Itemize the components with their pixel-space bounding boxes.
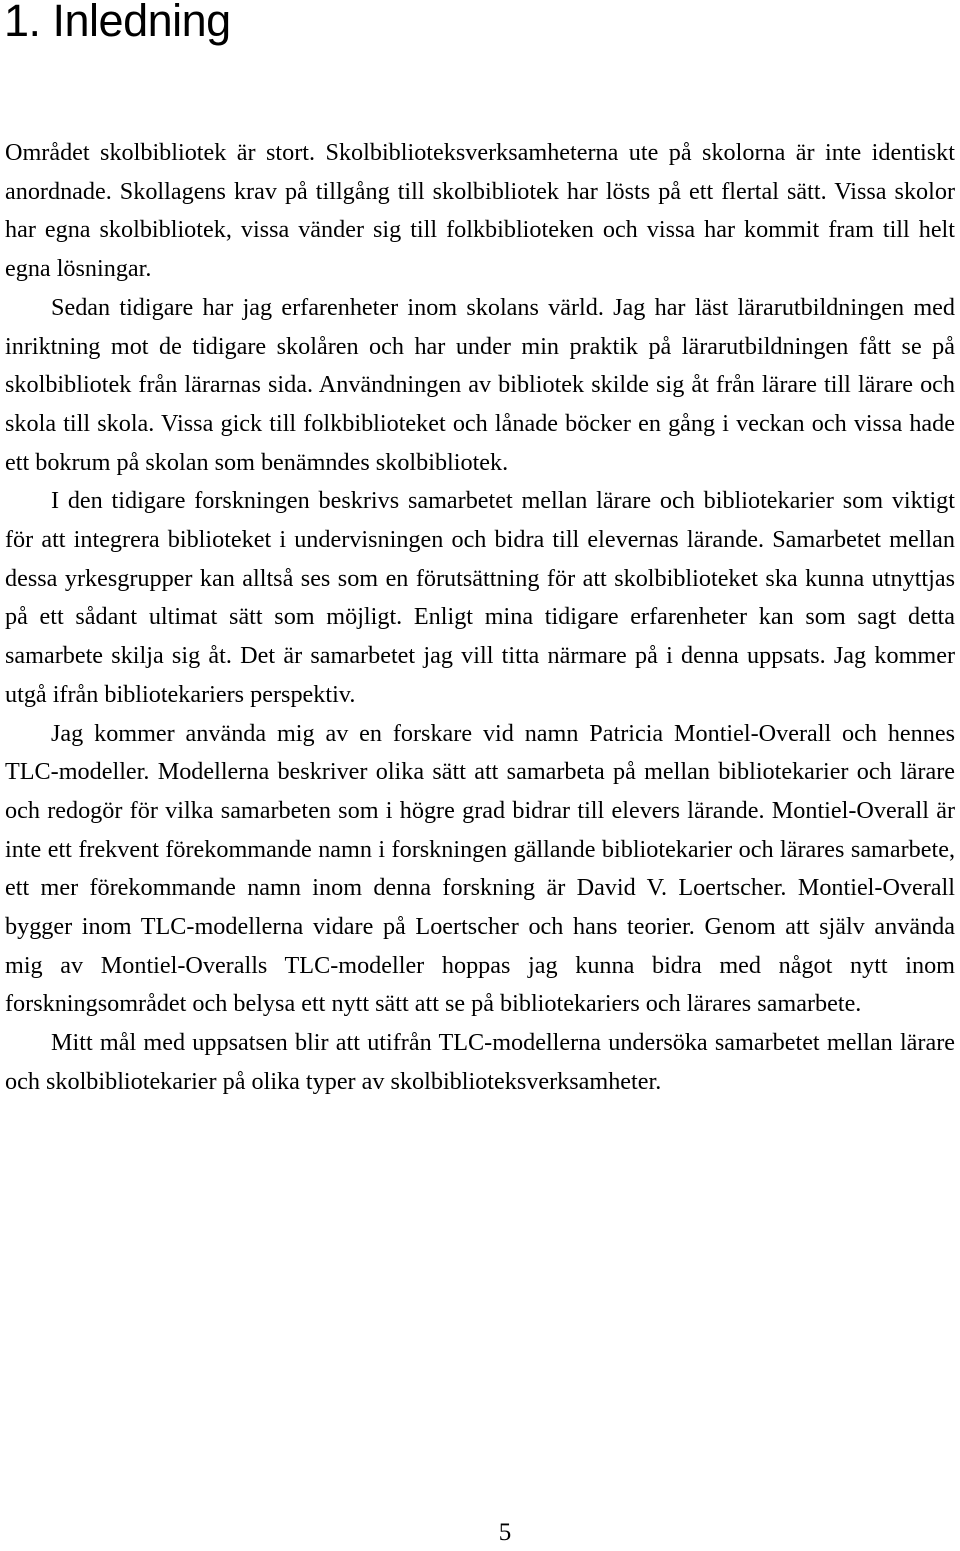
body-text (5, 134, 955, 1102)
paragraph-5: Mitt mål med uppsatsen blir att utifrån TLC-modellerna undersöka samarbetet mellan lärare och skolbibliotekarier på olika typer av skolbiblioteksverksamheter. (5, 1029, 955, 1095)
paragraph-4: Jag kommer använda mig av en forskare vid namn Patricia Montiel-Overall och hennes TLC-modeller. Modellerna beskriver olika sätt att samarbeta på mellan bibliotekarier och lärare och redogör för vilka samarbeten som i högre grad bidrar till elevers lärande. Montiel-Overall är inte ett frekvent förekommande namn i forskningen gällande bibliotekarier och lärares samarbete, ett mer förekommande namn inom denna forskning är David V. Loertscher. Montiel-Overall bygger inom TLC-modellerna vidare på Loertscher och hans teorier. Genom att själv använda mig av Montiel-Overalls TLC-modeller hoppas jag kunna bidra med något nytt inom forskningsområdet och belysa ett nytt sätt att se på bibliotekariers och lärares samarbete. (5, 719, 955, 1018)
section-heading: 1. Inledning (4, 0, 231, 46)
page-number: 5 (498, 1519, 512, 1546)
paragraph-3: I den tidigare forskningen beskrivs samarbetet mellan lärare och bibliotekarier som viktigt för att integrera biblioteket i undervisningen och bidra till elevernas lärande. Samarbetet mellan dessa yrkesgrupper kan alltså ses som en förutsättning för att skolbiblioteket ska kunna utnyttjas på ett sådant ultimat sätt som möjligt. Enligt mina tidigare erfarenheter kan som sagt detta samarbete skilja sig åt. Det är samarbetet jag vill titta närmare på i denna uppsats. Jag kommer utgå ifrån bibliotekariers perspektiv. (5, 487, 955, 708)
paragraph-2: Sedan tidigare har jag erfarenheter inom skolans värld. Jag har läst lärarutbildningen med inriktning mot de tidigare skolåren och har under min praktik på lärarutbildningen fått se på skolbibliotek från lärarnas sida. Användningen av bibliotek skilde sig åt från lärare till lärare och skola till skola. Vissa gick till folkbiblioteket och lånade böcker en gång i veckan och vissa hade ett bokrum på skolan som benämndes skolbibliotek. (5, 293, 955, 476)
paragraph-1: Området skolbibliotek är stort. Skolbiblioteksverksamheterna ute på skolorna är inte identiskt anordnade. Skollagens krav på tillgång till skolbibliotek har lösts på ett flertal sätt. Vissa skolor har egna skolbibliotek, vissa vänder sig till folkbiblioteken och vissa har kommit fram till helt egna lösningar. (5, 139, 955, 283)
